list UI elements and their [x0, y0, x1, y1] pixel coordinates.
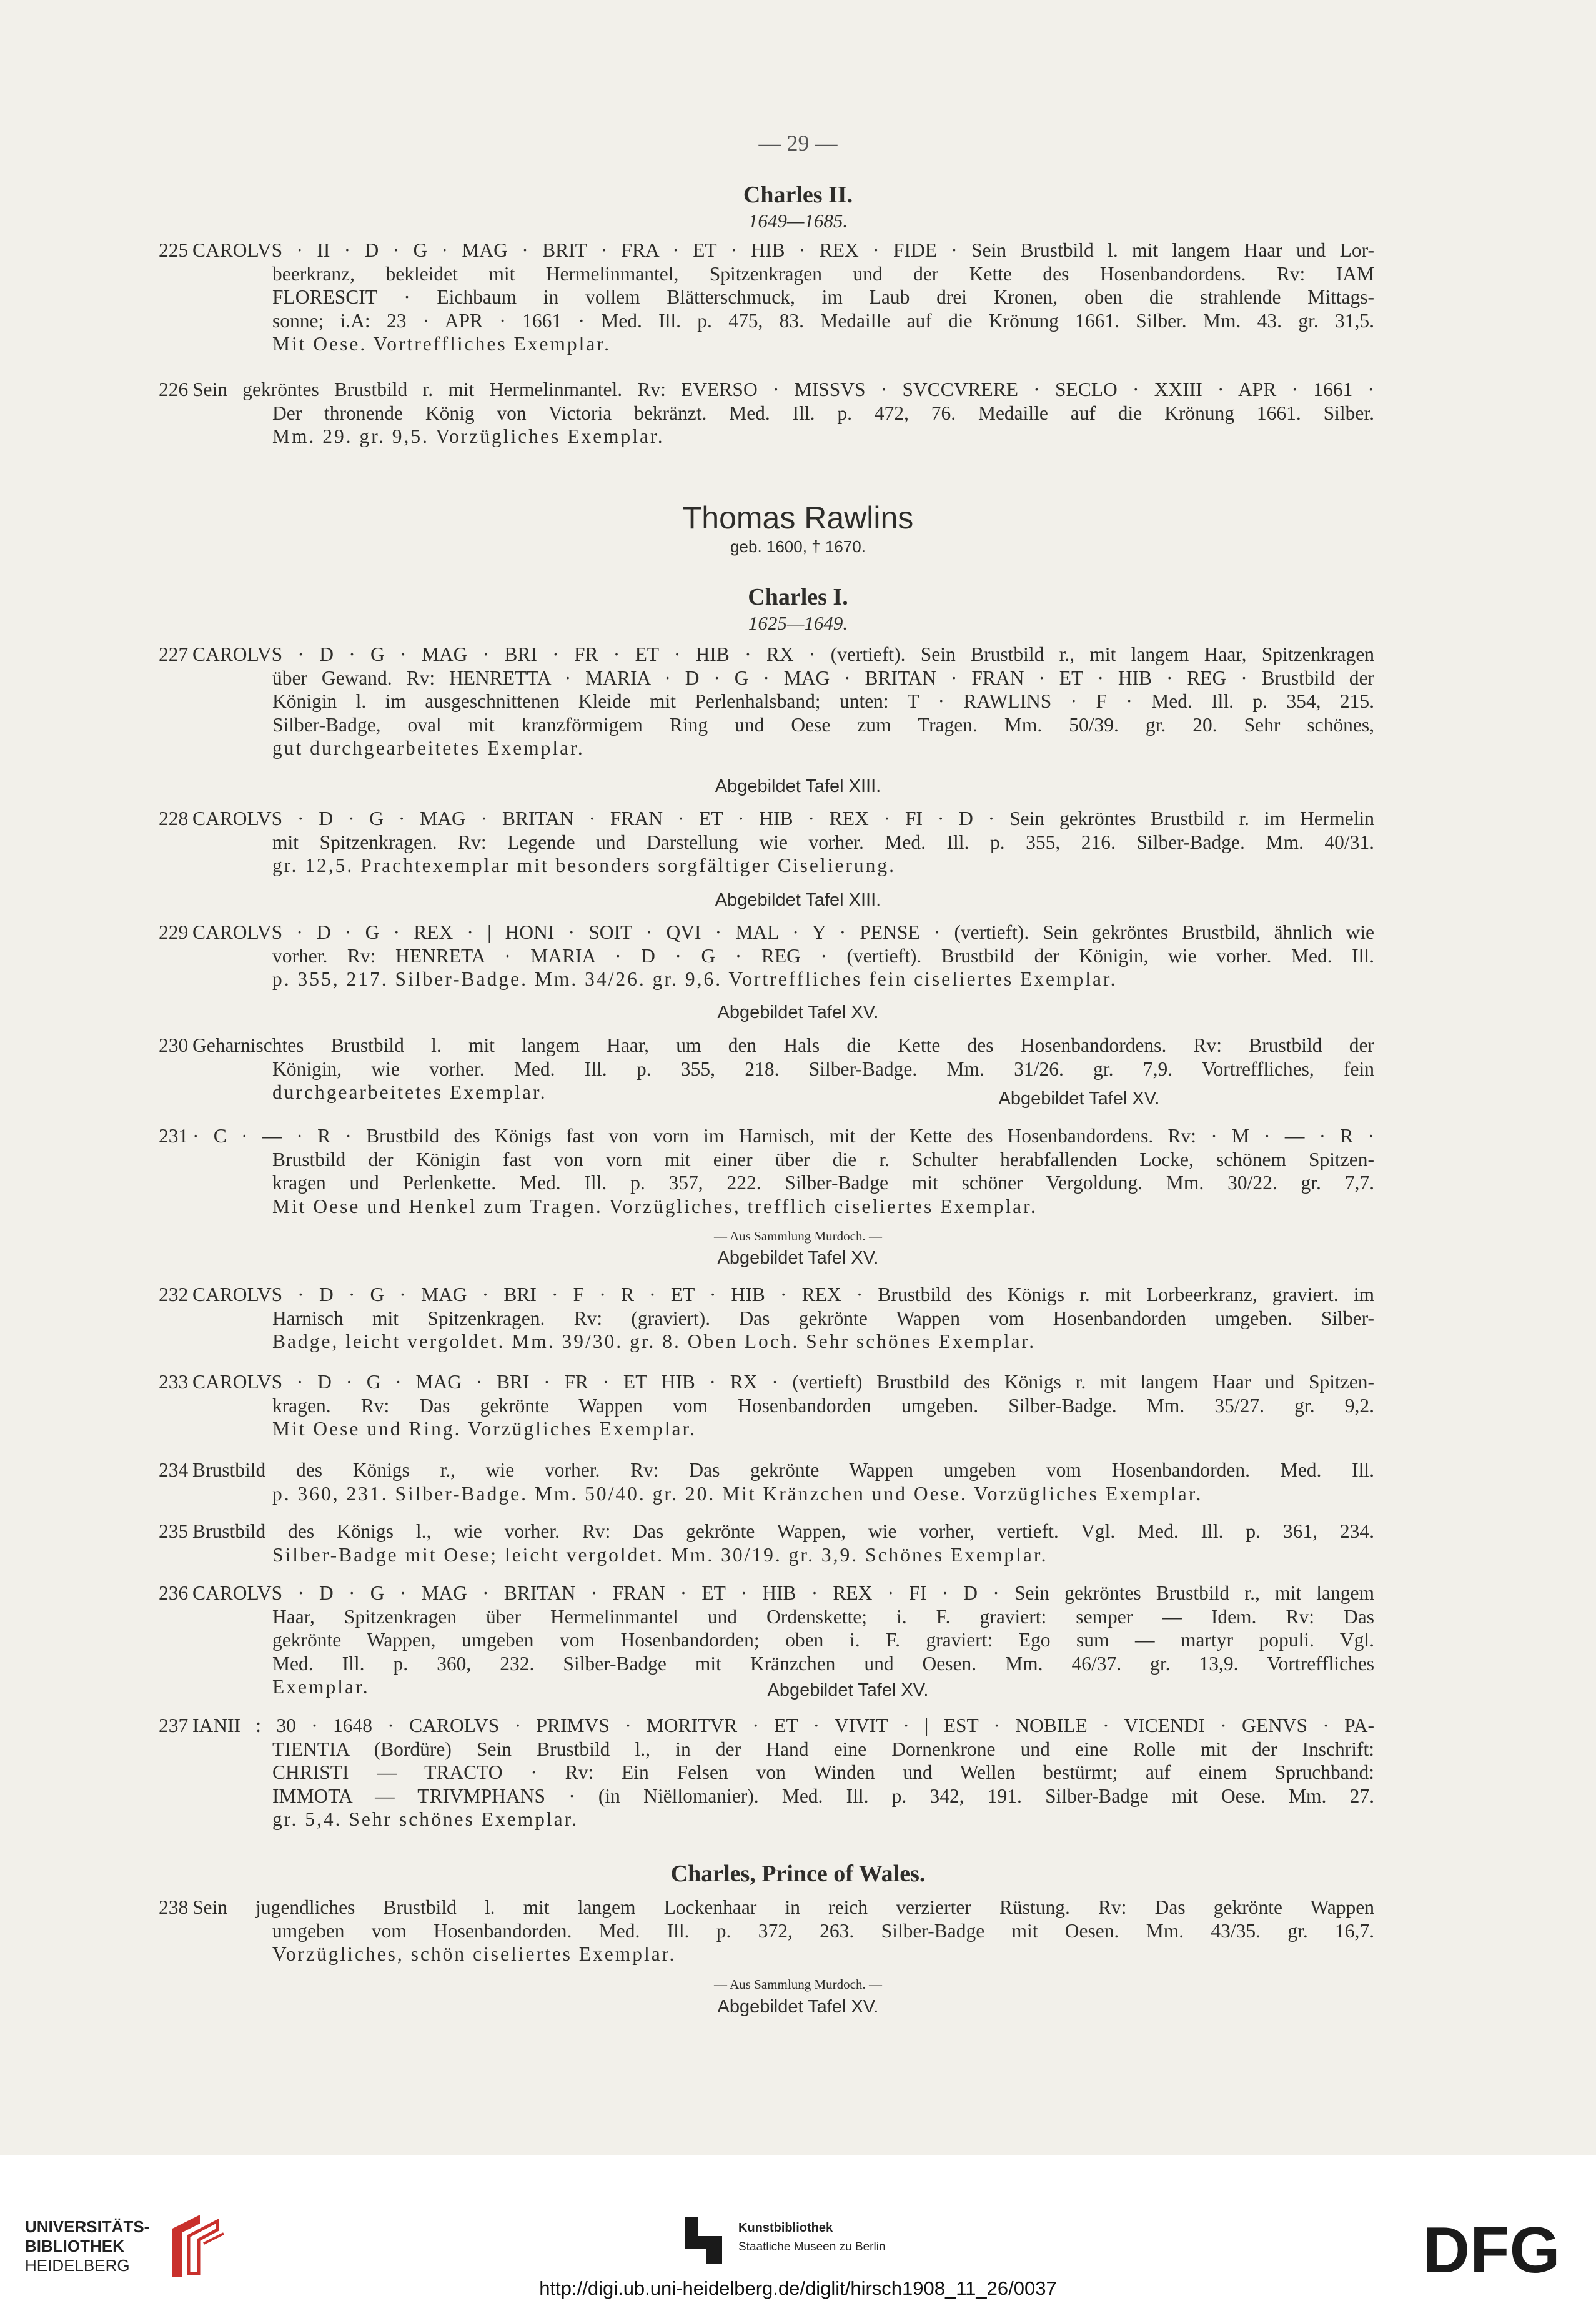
entry-line: Geharnischtes Brustbild l. mit langem Haar, um den Hals die Kette des Hosenbandordens. Rv: Brustbild der	[192, 1034, 1374, 1056]
entry-line: kragen. Rv: Das gekrönte Wappen vom Hosenbandorden umgeben. Silber-Badge. Mm. 35/27. gr. 9,2.	[272, 1394, 1374, 1417]
entry-line: Harnisch mit Spitzenkragen. Rv: (graviert). Das gekrönte Wappen vom Hosenbandorden umgeben. Silber-	[272, 1307, 1374, 1329]
entry-line: Exemplar.	[272, 1676, 370, 1698]
entry-line: Königin l. im ausgeschnittenen Kleide mit Perlenhalsband; unten: T · RAWLINS · F · Med. Ill. p. 354, 215.	[272, 690, 1374, 712]
kb-line-1: Kunstbibliothek	[738, 2221, 833, 2235]
entry-number: 226	[159, 379, 189, 400]
entry-line: Haar, Spitzenkragen über Hermelinmantel und Ordenskette; i. F. graviert: semper — Idem. Rv: Das	[272, 1605, 1374, 1628]
entry-line: vorher. Rv: HENRETA · MARIA · D · G · REG · (vertieft). Brustbild der Königin, wie vorher. Med. Ill.	[272, 944, 1374, 967]
illustration-note: Abgebildet Tafel XIII.	[715, 890, 881, 910]
entry-number: 231	[159, 1125, 189, 1147]
ub-line-3: HEIDELBERG	[25, 2256, 130, 2275]
catalog-entry-234	[160, 1458, 1374, 1505]
entry-line: beerkranz, bekleidet mit Hermelinmantel, Spitzenkragen und der Kette des Hosenbandordens. Rv: IAM	[272, 262, 1374, 285]
entry-number: 234	[159, 1459, 189, 1481]
catalog-entry-235	[160, 1520, 1374, 1566]
entry-line: FLORESCIT · Eichbaum in vollem Blätterschmuck, im Laub drei Kronen, oben die strahlende Mittags-	[272, 286, 1374, 308]
entry-line: Med. Ill. p. 360, 232. Silber-Badge mit Kränzchen und Oesen. Mm. 46/37. gr. 13,9. Vortreffliches	[272, 1652, 1374, 1675]
provenance-note: — Aus Sammlung Murdoch. —	[714, 1977, 882, 1992]
entry-number: 233	[159, 1371, 189, 1393]
ub-line-2: BIBLIOTHEK	[25, 2237, 124, 2255]
entry-line: CAROLVS · D · G · MAG · BRITAN · FRAN · ET · HIB · REX · FI · D · Sein gekröntes Brustbild r. im Hermelin	[192, 808, 1374, 829]
entry-number: 227	[159, 643, 189, 665]
entry-line: gr. 12,5. Prachtexemplar mit besonders sorgfältiger Ciselierung.	[272, 854, 896, 876]
entry-line: durchgearbeitetes Exemplar.	[272, 1081, 547, 1103]
rawlins-life-dates: geb. 1600, † 1670.	[730, 537, 866, 556]
entry-line: mit Spitzenkragen. Rv: Legende und Darstellung wie vorher. Med. Ill. p. 355, 216. Silber-Badge. Mm. 40/31.	[272, 831, 1374, 853]
heading-charles-i: Charles I.	[748, 584, 848, 610]
entry-line: p. 355, 217. Silber-Badge. Mm. 34/26. gr. 9,6. Vortreffliches fein ciseliertes Exemplar.	[272, 968, 1118, 990]
entry-number: 238	[159, 1896, 189, 1918]
dfg-logo-icon	[1423, 2220, 1570, 2277]
entry-line: CAROLVS · D · G · MAG · BRITAN · FRAN · ET · HIB · REX · FI · D · Sein gekröntes Brustbild r., mit langem	[192, 1582, 1374, 1604]
entry-line: Mit Oese. Vortreffliches Exemplar.	[272, 333, 612, 355]
entry-line: CAROLVS · D · G · MAG · BRI · FR · ET · HIB · RX · (vertieft). Sein Brustbild r., mit langem Haar, Spitzenkragen	[192, 643, 1374, 665]
ub-heidelberg-mark-icon	[164, 2207, 226, 2282]
page-number: — 29 —	[758, 131, 838, 156]
entry-line: kragen und Perlenkette. Med. Ill. p. 357, 222. Silber-Badge mit schöner Vergoldung. Mm. 30/22. gr. 7,7.	[272, 1172, 1374, 1194]
entry-line: gut durchgearbeitetes Exemplar.	[272, 737, 585, 759]
illustration-note: Abgebildet Tafel XV.	[998, 1089, 1160, 1109]
entry-number: 235	[159, 1520, 189, 1542]
entry-line: Vorzügliches, schön ciseliertes Exemplar.	[272, 1943, 677, 1965]
entry-line: umgeben vom Hosenbandorden. Med. Ill. p. 372, 263. Silber-Badge mit Oesen. Mm. 43/35. gr. 16,7.	[272, 1919, 1374, 1942]
entry-line: TIENTIA (Bordüre) Sein Brustbild l., in der Hand eine Dornenkrone und eine Rolle mit der Inschrift:	[272, 1738, 1374, 1760]
entry-line: Königin, wie vorher. Med. Ill. p. 355, 218. Silber-Badge. Mm. 31/26. gr. 7,9. Vortreffliches, fein	[272, 1057, 1374, 1080]
illustration-note: Abgebildet Tafel XV.	[717, 1002, 879, 1022]
catalog-entry-227	[160, 643, 1374, 760]
kunstbibliothek-mark-icon	[681, 2215, 726, 2266]
entry-line: Badge, leicht vergoldet. Mm. 39/30. gr. 8. Oben Loch. Sehr schönes Exemplar.	[272, 1330, 1036, 1352]
illustration-note: Abgebildet Tafel XV.	[717, 1248, 879, 1268]
illustration-note: Abgebildet Tafel XV.	[717, 1997, 879, 2017]
catalog-entry-229	[160, 921, 1374, 991]
entry-line: p. 360, 231. Silber-Badge. Mm. 50/40. gr. 20. Mit Kränzchen und Oese. Vorzügliches Exemplar.	[272, 1482, 1203, 1505]
entry-line: · C · — · R · Brustbild des Königs fast von vorn im Harnisch, mit der Kette des Hosenbandordens. Rv: · M · — · R ·	[192, 1125, 1374, 1147]
entry-number: 228	[159, 808, 189, 829]
source-url[interactable]: http://digi.ub.uni-heidelberg.de/diglit/hirsch1908_11_26/0037	[539, 2277, 1057, 2299]
catalog-entry-226	[160, 378, 1374, 448]
illustration-note: Abgebildet Tafel XIII.	[715, 776, 881, 796]
catalog-entry-238	[160, 1896, 1374, 1966]
entry-number: 230	[159, 1034, 189, 1056]
catalog-entry-228	[160, 807, 1374, 878]
provenance-note: — Aus Sammlung Murdoch. —	[714, 1229, 882, 1244]
catalog-entry-232	[160, 1283, 1374, 1353]
entry-line: IANII : 30 · 1648 · CAROLVS · PRIMVS · MORITVR · ET · VIVIT · | EST · NOBILE · VICENDI · GENVS · PA-	[192, 1715, 1374, 1736]
heading-prince-of-wales: Charles, Prince of Wales.	[670, 1861, 926, 1887]
entry-line: Silber-Badge, oval mit kranzförmigem Ring und Oese zum Tragen. Mm. 50/39. gr. 20. Sehr schönes,	[272, 713, 1374, 736]
entry-line: CHRISTI — TRACTO · Rv: Ein Felsen von Winden und Wellen bestürmt; auf einem Spruchband:	[272, 1761, 1374, 1783]
entry-line: Sein gekröntes Brustbild r. mit Hermelinmantel. Rv: EVERSO · MISSVS · SVCCVRERE · SECLO · XXIII · APR · 1661 ·	[192, 379, 1374, 400]
ub-heidelberg-logo-text	[25, 2217, 149, 2275]
entry-number: 236	[159, 1582, 189, 1604]
catalog-entry-231	[160, 1124, 1374, 1218]
dates-charles-ii: 1649—1685.	[748, 210, 848, 232]
entry-line: Mm. 29. gr. 9,5. Vorzügliches Exemplar.	[272, 425, 665, 447]
entry-line: CAROLVS · D · G · MAG · BRI · FR · ET HIB · RX · (vertieft) Brustbild des Königs r. mit langem Haar und Spitzen-	[192, 1371, 1374, 1393]
entry-line: gekrönte Wappen, umgeben vom Hosenbandorden; oben i. F. graviert: Ego sum — martyr populi. Vgl.	[272, 1629, 1374, 1651]
entry-number: 237	[159, 1715, 189, 1736]
entry-line: IMMOTA — TRIVMPHANS · (in Niëllomanier). Med. Ill. p. 342, 191. Silber-Badge mit Oese. Mm. 27.	[272, 1784, 1374, 1807]
entry-line: Brustbild der Königin fast von vorn mit einer über die r. Schulter herabfallenden Locke, schönem Spitzen-	[272, 1148, 1374, 1170]
entry-line: gr. 5,4. Sehr schönes Exemplar.	[272, 1808, 579, 1830]
dfg-logo-text: DFG	[1423, 2220, 1560, 2277]
entry-line: Brustbild des Königs r., wie vorher. Rv: Das gekrönte Wappen umgeben vom Hosenbandorden. Med. Ill.	[192, 1459, 1374, 1481]
entry-number: 225	[159, 239, 189, 261]
catalog-entry-233	[160, 1370, 1374, 1441]
dates-charles-i: 1625—1649.	[748, 612, 848, 634]
entry-line: CAROLVS · II · D · G · MAG · BRIT · FRA · ET · HIB · REX · FIDE · Sein Brustbild l. mit langem Haar und Lor-	[192, 239, 1374, 261]
entry-line: CAROLVS · D · G · REX · | HONI · SOIT · QVI · MAL · Y · PENSE · (vertieft). Sein gekröntes Brustbild, ähnlich wie	[192, 921, 1374, 943]
entry-number: 232	[159, 1284, 189, 1305]
footer-bar	[0, 2155, 1596, 2301]
entry-line: Mit Oese und Henkel zum Tragen. Vorzügliches, trefflich ciseliertes Exemplar.	[272, 1195, 1038, 1217]
entry-line: Mit Oese und Ring. Vorzügliches Exemplar.	[272, 1418, 697, 1440]
catalog-entry-237	[160, 1714, 1374, 1831]
entry-line: Silber-Badge mit Oese; leicht vergoldet. Mm. 30/19. gr. 3,9. Schönes Exemplar.	[272, 1543, 1048, 1566]
illustration-note: Abgebildet Tafel XV.	[767, 1680, 929, 1700]
entry-number: 229	[159, 921, 189, 943]
entry-line: Sein jugendliches Brustbild l. mit langem Lockenhaar in reich verzierter Rüstung. Rv: Das gekrönte Wappen	[192, 1896, 1374, 1918]
entry-line: Brustbild des Königs l., wie vorher. Rv: Das gekrönte Wappen, wie vorher, vertieft. Vgl. Med. Ill. p. 361, 234.	[192, 1520, 1374, 1542]
heading-charles-ii: Charles II.	[743, 182, 853, 208]
heading-thomas-rawlins: Thomas Rawlins	[682, 500, 914, 535]
entry-line: Der thronende König von Victoria bekränzt. Med. Ill. p. 472, 76. Medaille auf die Krönung 1661. Silber.	[272, 402, 1374, 424]
entry-line: CAROLVS · D · G · MAG · BRI · F · R · ET · HIB · REX · Brustbild des Königs r. mit Lorbeerkranz, graviert. im	[192, 1284, 1374, 1305]
catalog-entry-225	[160, 239, 1374, 356]
entry-line: sonne; i.A: 23 · APR · 1661 · Med. Ill. p. 475, 83. Medaille auf die Krönung 1661. Silber. Mm. 43. gr. 31,5.	[272, 309, 1374, 332]
kunstbibliothek-logo-text	[738, 2219, 886, 2257]
entry-line: über Gewand. Rv: HENRETTA · MARIA · D · G · MAG · BRITAN · FRAN · ET · HIB · REG · Brustbild der	[272, 666, 1374, 689]
ub-line-1: UNIVERSITÄTS-	[25, 2217, 150, 2236]
kb-line-2: Staatliche Museen zu Berlin	[738, 2240, 886, 2254]
